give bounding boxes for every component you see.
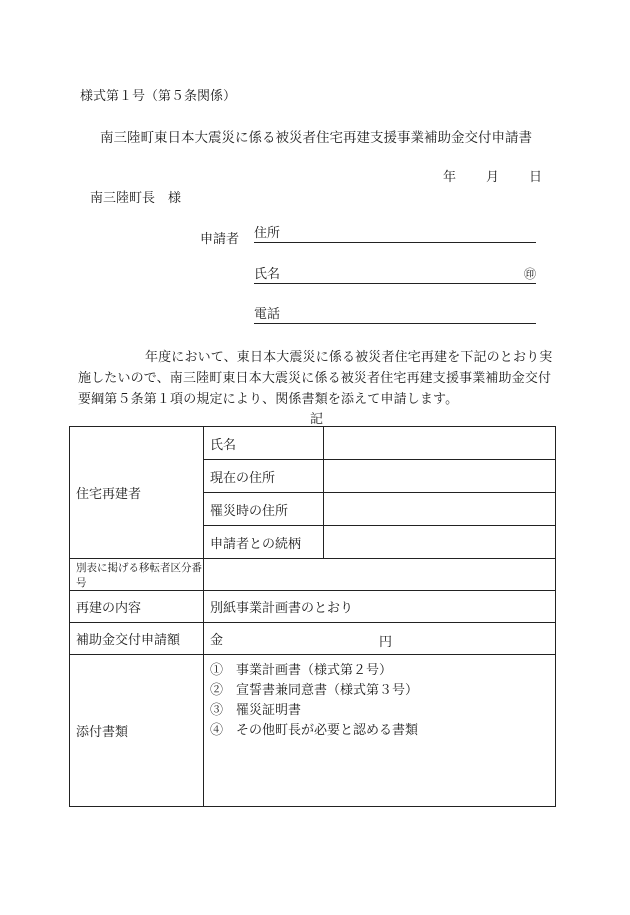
relocation-input[interactable] [204, 559, 556, 591]
attachment-item: ③ 罹災証明書 [210, 703, 302, 718]
amount-label: 補助金交付申請額 [70, 623, 204, 655]
applicant-label: 申請者 [200, 232, 240, 247]
recipient: 南三陸町長 様 [90, 191, 182, 206]
content-label: 再建の内容 [70, 591, 204, 623]
table-row [70, 655, 556, 807]
phone-label: 電話 [254, 307, 281, 322]
table-row [70, 559, 556, 591]
date-month: 月 [486, 170, 500, 185]
seal-mark: ㊞ [523, 267, 536, 281]
amount-unit: 円 [379, 635, 393, 650]
attachments-list [204, 655, 556, 807]
rebuilder-label: 住宅再建者 [70, 427, 204, 559]
date-line [443, 166, 542, 185]
table-row [70, 623, 556, 655]
rebuilder-name-input[interactable] [324, 427, 556, 460]
rebuilder-field-current-address: 現在の住所 [204, 460, 324, 493]
attachment-item: ④ その他町長が必要と認める書類 [210, 723, 419, 738]
body-text: 年度において、東日本大震災に係る被災者住宅再建を下記のとおり実施したいので、南三陸町東日本大震災に係る被災者住宅再建支援事業補助金交付要綱第５条第１項の規定により、関係書類を添えて申請します。 [78, 350, 553, 407]
form-number: 様式第１号（第５条関係） [80, 89, 237, 104]
attachment-item: ② 宣誓書兼同意書（様式第３号） [210, 683, 419, 698]
amount-prefix: 金 [210, 633, 224, 648]
ki-heading: 記 [310, 412, 324, 427]
address-label: 住所 [254, 226, 281, 241]
attachments-label: 添付書類 [70, 655, 204, 807]
date-year: 年 [443, 170, 457, 185]
applicant-address-field[interactable] [254, 224, 536, 243]
rebuilder-field-relationship: 申請者との続柄 [204, 526, 324, 559]
applicant-name-field[interactable] [254, 265, 536, 284]
form-title: 南三陸町東日本大震災に係る被災者住宅再建支援事業補助金交付申請書 [100, 130, 532, 146]
rebuilder-field-name: 氏名 [204, 427, 324, 460]
relocation-label: 別表に掲げる移転者区分番号 [70, 559, 204, 591]
table-row [70, 591, 556, 623]
rebuilder-relationship-input[interactable] [324, 526, 556, 559]
applicant-phone-field[interactable] [254, 305, 536, 324]
rebuilder-field-disaster-address: 罹災時の住所 [204, 493, 324, 526]
rebuilder-disaster-address-input[interactable] [324, 493, 556, 526]
table-row [70, 427, 556, 460]
detail-table [69, 426, 556, 807]
name-label: 氏名 [254, 267, 281, 282]
amount-input[interactable] [204, 623, 556, 655]
date-day: 日 [529, 170, 543, 185]
attachment-item: ① 事業計画書（様式第２号） [210, 663, 393, 678]
rebuilder-current-address-input[interactable] [324, 460, 556, 493]
content-value: 別紙事業計画書のとおり [204, 591, 556, 623]
